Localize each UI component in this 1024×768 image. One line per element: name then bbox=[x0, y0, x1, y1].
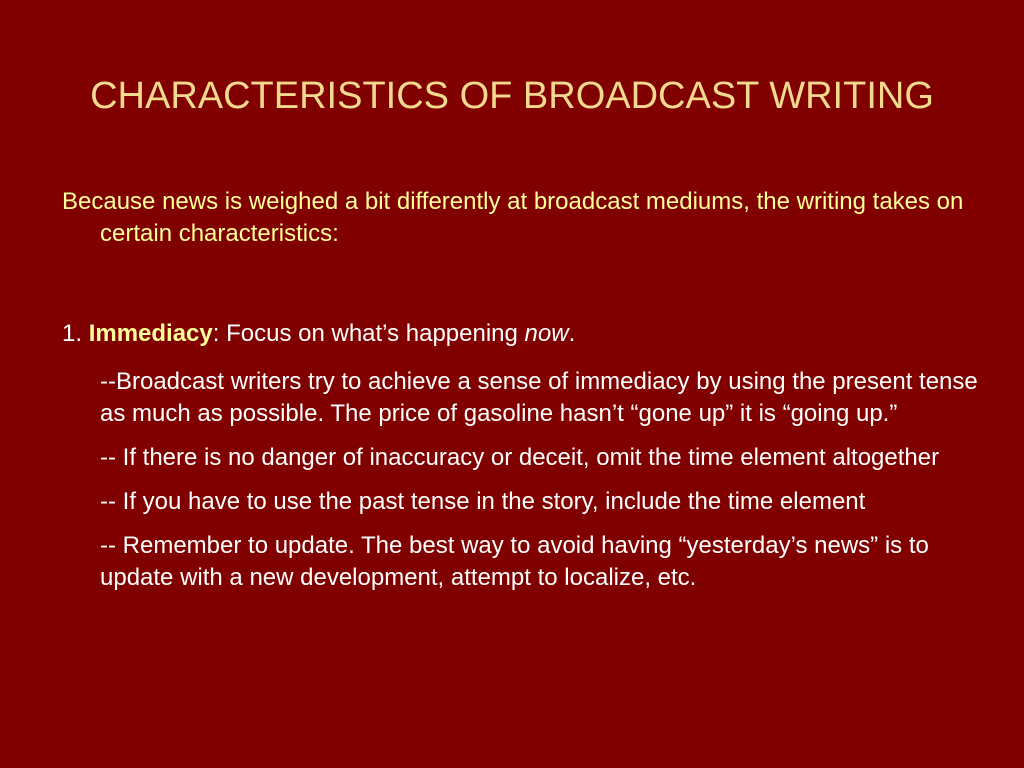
sub-point: -- If you have to use the past tense in the story, include the time element bbox=[100, 488, 866, 515]
point-description: : Focus on what’s happening bbox=[212, 320, 525, 347]
sub-point: --Broadcast writers try to achieve a sense of immediacy by using the present tense as much as possible. The price of gasoline hasn’t “gone up” it is “going up.” bbox=[100, 368, 978, 427]
sub-point: -- Remember to update. The best way to avoid having “yesterday’s news” is to update with a new development, attempt to localize, etc. bbox=[100, 532, 929, 591]
point-description-end: . bbox=[568, 320, 576, 347]
sub-point: -- If there is no danger of inaccuracy or deceit, omit the time element altogether bbox=[100, 444, 940, 471]
point-heading-immediacy bbox=[62, 318, 962, 350]
intro-paragraph: Because news is weighed a bit differently at broadcast mediums, the writing takes on certain characteristics: bbox=[62, 188, 964, 247]
slide-title: CHARACTERISTICS OF BROADCAST WRITING bbox=[90, 75, 934, 117]
sub-point-list bbox=[100, 366, 980, 606]
point-emphasis: now bbox=[524, 320, 569, 347]
point-number: 1. bbox=[62, 320, 89, 347]
point-term: Immediacy bbox=[88, 320, 213, 347]
